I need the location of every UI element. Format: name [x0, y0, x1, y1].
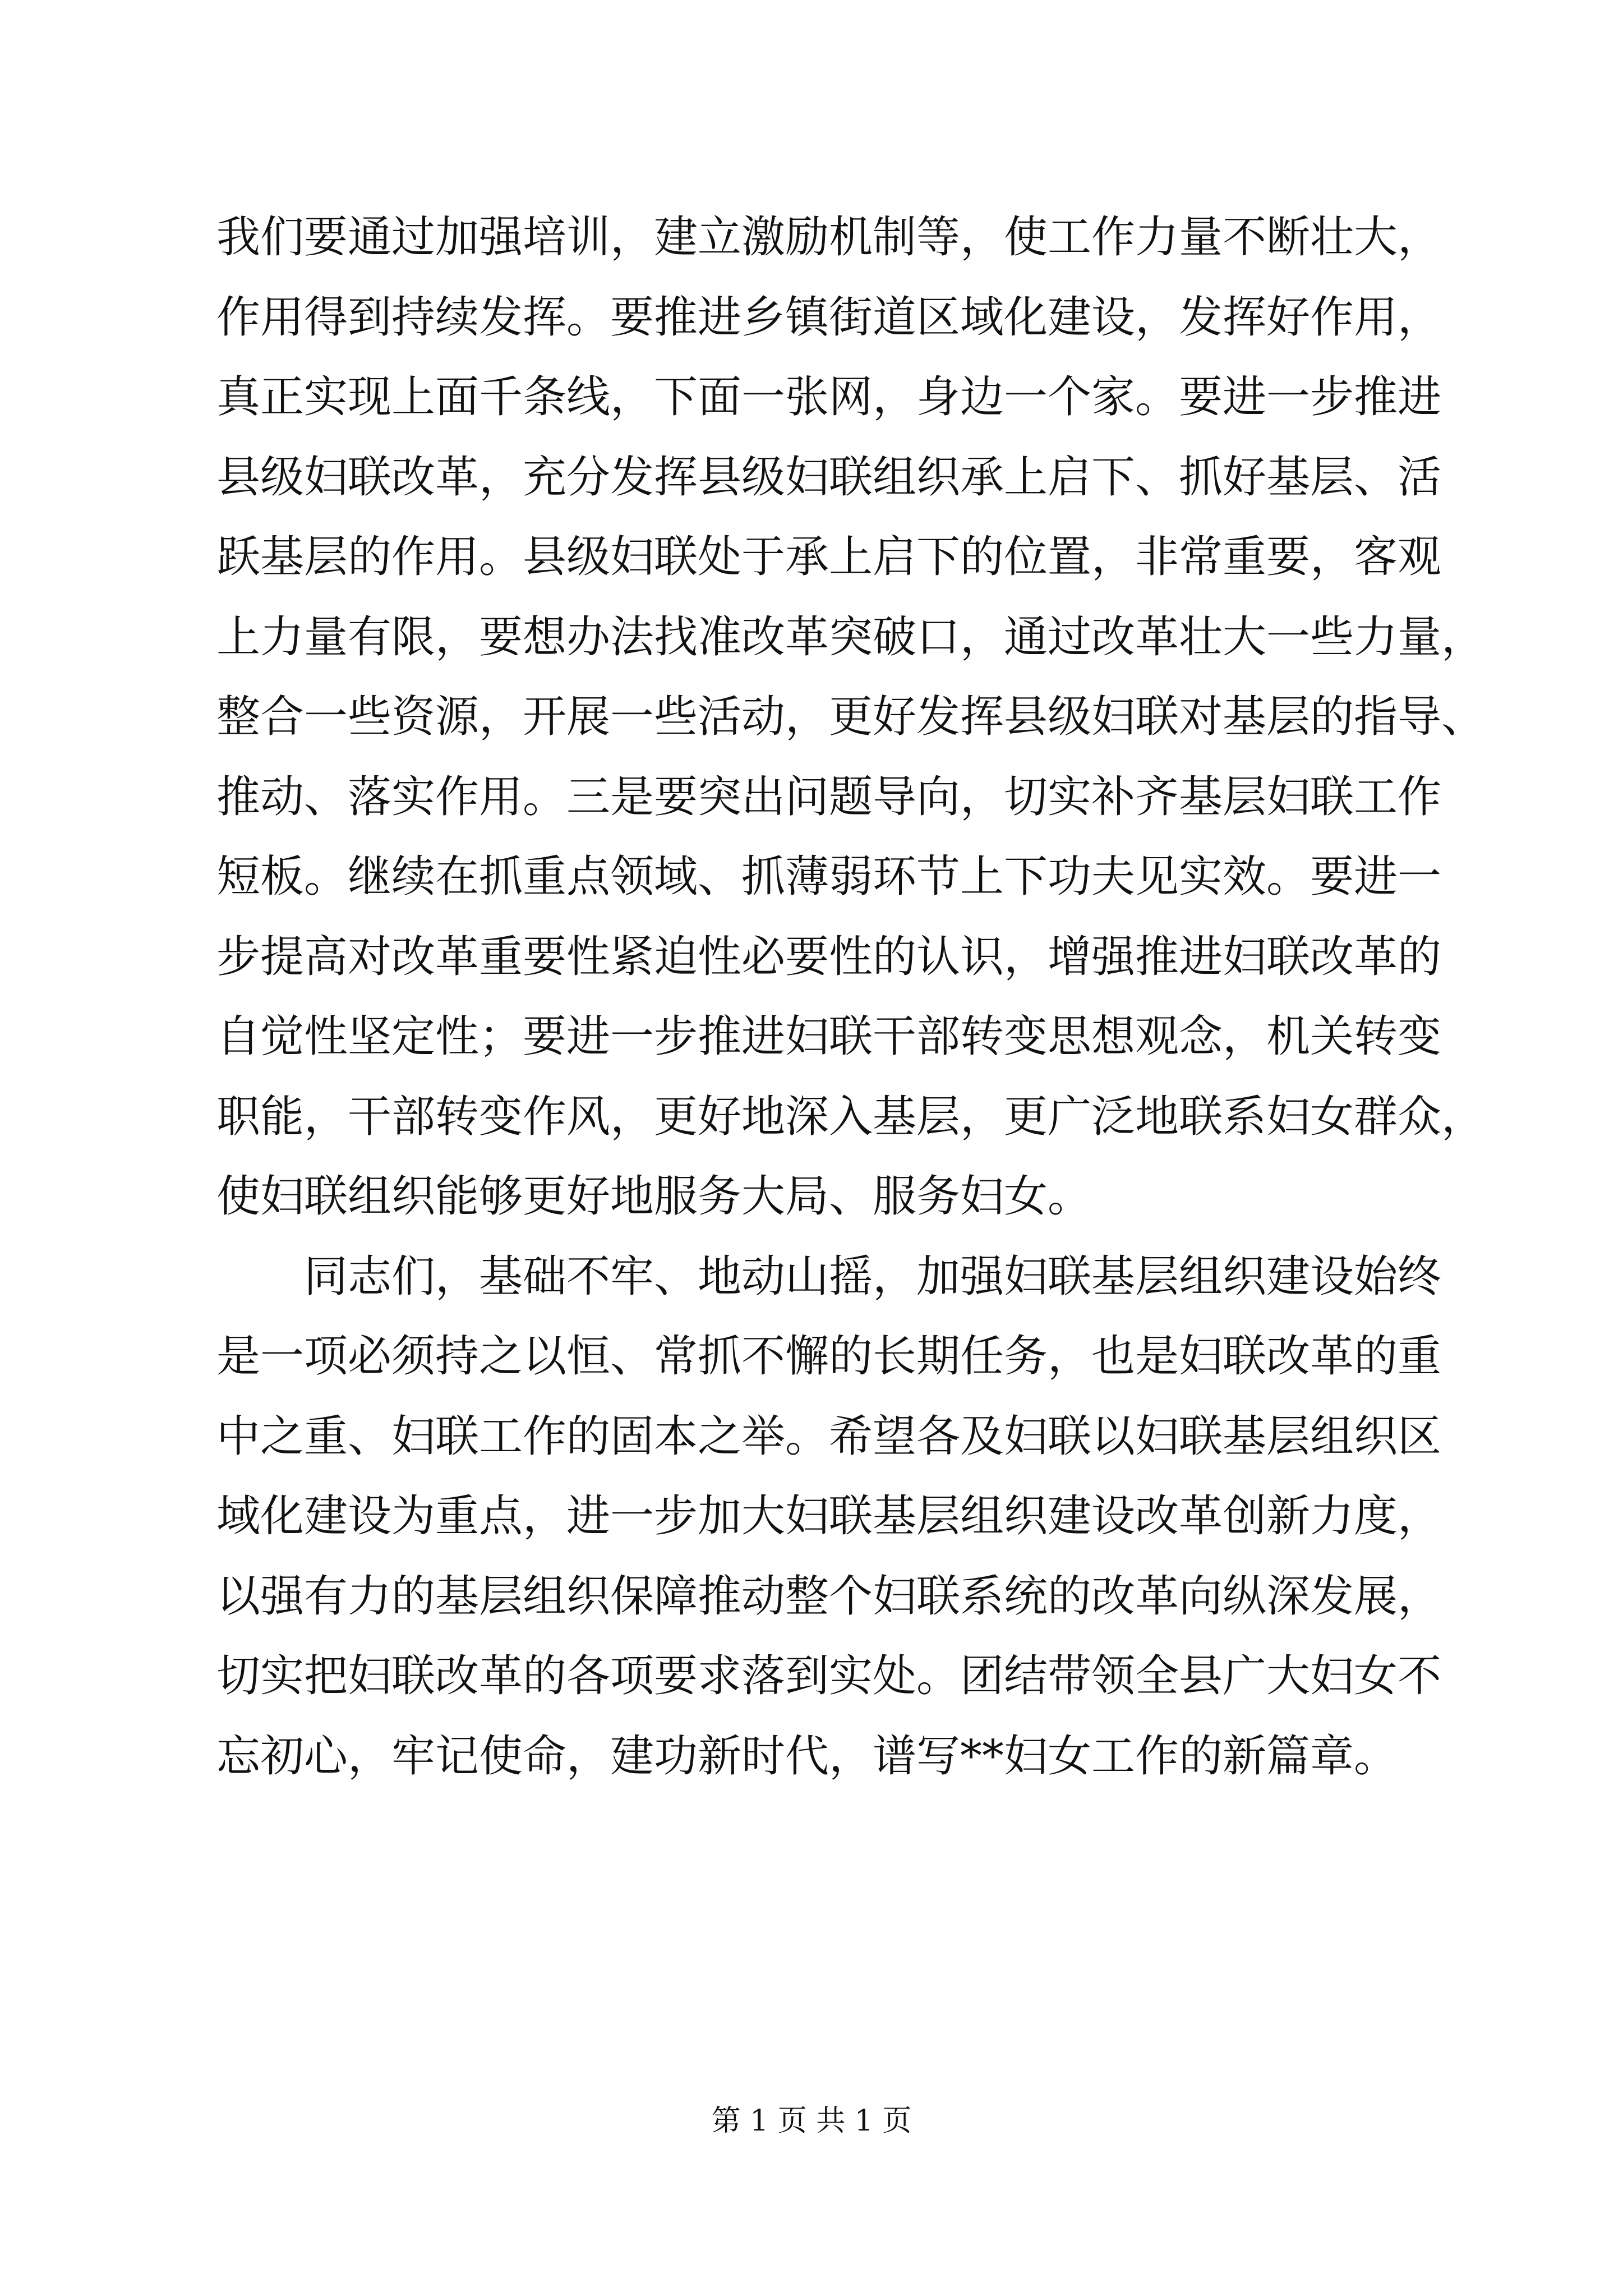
text-line: 我们要通过加强培训，建立激励机制等，使工作力量不断壮大， — [216, 212, 1442, 263]
paragraph-1 — [216, 197, 1486, 1237]
text-line: 中之重、妇联工作的固本之举。希望各及妇联以妇联基层组织区 — [216, 1411, 1442, 1462]
text-line: 作用得到持续发挥。要推进乡镇街道区域化建设，发挥好作用， — [216, 292, 1442, 343]
text-line: 短板。继续在抓重点领域、抓薄弱环节上下功夫见实效。要进一 — [216, 852, 1442, 902]
text-line: 推动、落实作用。三是要突出问题导向，切实补齐基层妇联工作 — [216, 771, 1442, 822]
text-line: 切实把妇联改革的各项要求落到实处。团结带领全县广大妇女不 — [216, 1651, 1442, 1701]
text-line: 跃基层的作用。县级妇联处于承上启下的位置，非常重要，客观 — [216, 532, 1442, 582]
text-line: 使妇联组织能够更好地服务大局、服务妇女。 — [216, 1171, 1092, 1222]
text-line: 职能，干部转变作风，更好地深入基层，更广泛地联系妇女群众， — [216, 1091, 1486, 1142]
text-line: 域化建设为重点，进一步加大妇联基层组织建设改革创新力度， — [216, 1491, 1442, 1542]
text-line: 忘初心，牢记使命，建功新时代，谱写**妇女工作的新篇章。 — [216, 1731, 1398, 1782]
text-line: 整合一些资源，开展一些活动，更好发挥县级妇联对基层的指导、 — [216, 692, 1486, 742]
text-line: 上力量有限，要想办法找准改革突破口，通过改革壮大一些力量， — [216, 611, 1486, 662]
text-line: 以强有力的基层组织保障推动整个妇联系统的改革向纵深发展， — [216, 1571, 1442, 1622]
text-line: 自觉性坚定性；要进一步推进妇联干部转变思想观念，机关转变 — [216, 1011, 1442, 1062]
text-line: 步提高对改革重要性紧迫性必要性的认识，增强推进妇联改革的 — [216, 931, 1442, 982]
text-line: 县级妇联改革，充分发挥县级妇联组织承上启下、抓好基层、活 — [216, 452, 1442, 503]
document-body — [216, 197, 1486, 1796]
text-line: 同志们，基础不牢、地动山摇，加强妇联基层组织建设始终 — [304, 1251, 1442, 1302]
page-number-footer: 第 1 页 共 1 页 — [711, 2104, 912, 2138]
text-line: 是一项必须持之以恒、常抓不懈的长期任务，也是妇联改革的重 — [216, 1331, 1442, 1382]
paragraph-2 — [216, 1237, 1442, 1797]
text-line: 真正实现上面千条线，下面一张网，身边一个家。要进一步推进 — [216, 372, 1442, 422]
